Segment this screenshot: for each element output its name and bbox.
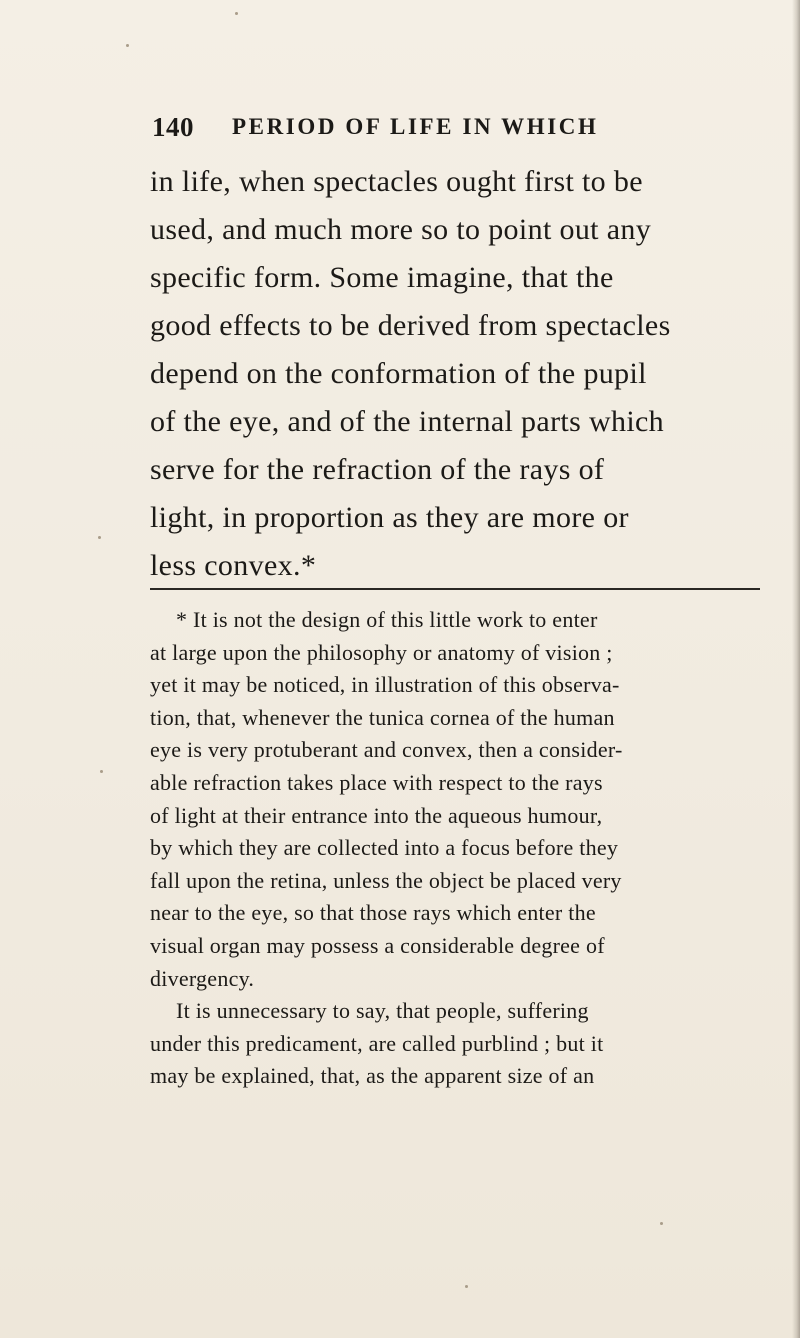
footnote-line: eye is very protuberant and convex, then a consider- bbox=[150, 737, 623, 763]
footnote-line: by which they are collected into a focus before they bbox=[150, 835, 619, 861]
footnote-line: at large upon the philosophy or anatomy of vision ; bbox=[150, 639, 613, 665]
footnote-line: of light at their entrance into the aqueous humour, bbox=[150, 802, 603, 828]
footnote-line: under this predicament, are called purblind ; but it bbox=[150, 1030, 604, 1056]
footnote-line: tion, that, whenever the tunica cornea of the human bbox=[150, 704, 615, 730]
footnote-divider bbox=[150, 588, 760, 590]
footnote-line: It is unnecessary to say, that people, suffering bbox=[176, 998, 589, 1024]
paper-speck bbox=[126, 44, 129, 47]
body-line: depend on the conformation of the pupil bbox=[150, 357, 647, 390]
body-line: in life, when spectacles ought first to be bbox=[150, 165, 643, 198]
running-head: PERIOD OF LIFE IN WHICH bbox=[232, 114, 599, 139]
body-line: specific form. Some imagine, that the bbox=[150, 261, 614, 294]
body-line: of the eye, and of the internal parts which bbox=[150, 405, 665, 438]
body-line: used, and much more so to point out any bbox=[150, 213, 652, 246]
footnote-line: yet it may be noticed, in illustration of this observa- bbox=[150, 672, 620, 698]
footnote-line: * It is not the design of this little work to enter bbox=[176, 607, 598, 632]
body-line: less convex.* bbox=[150, 549, 317, 582]
paper-speck bbox=[100, 770, 103, 773]
page-edge-shadow bbox=[792, 0, 800, 1338]
paper-speck bbox=[660, 1222, 663, 1225]
footnote-line: divergency. bbox=[150, 965, 255, 991]
paper-speck bbox=[465, 1285, 468, 1288]
footnote bbox=[150, 604, 775, 1093]
footnote-line: able refraction takes place with respect to the rays bbox=[150, 769, 603, 795]
page-header bbox=[152, 112, 672, 148]
body-line: serve for the refraction of the rays of bbox=[150, 453, 605, 486]
body-paragraph bbox=[150, 158, 770, 590]
footnote-line: visual organ may possess a considerable degree of bbox=[150, 932, 605, 958]
body-line: good effects to be derived from spectacles bbox=[150, 309, 671, 342]
footnote-line: near to the eye, so that those rays which enter the bbox=[150, 900, 596, 926]
paper-speck bbox=[98, 536, 101, 539]
paper-speck bbox=[235, 12, 238, 15]
page-number: 140 bbox=[152, 112, 194, 142]
footnote-line: fall upon the retina, unless the object be placed very bbox=[150, 867, 622, 893]
footnote-line: may be explained, that, as the apparent size of an bbox=[150, 1063, 595, 1089]
body-line: light, in proportion as they are more or bbox=[150, 501, 629, 534]
